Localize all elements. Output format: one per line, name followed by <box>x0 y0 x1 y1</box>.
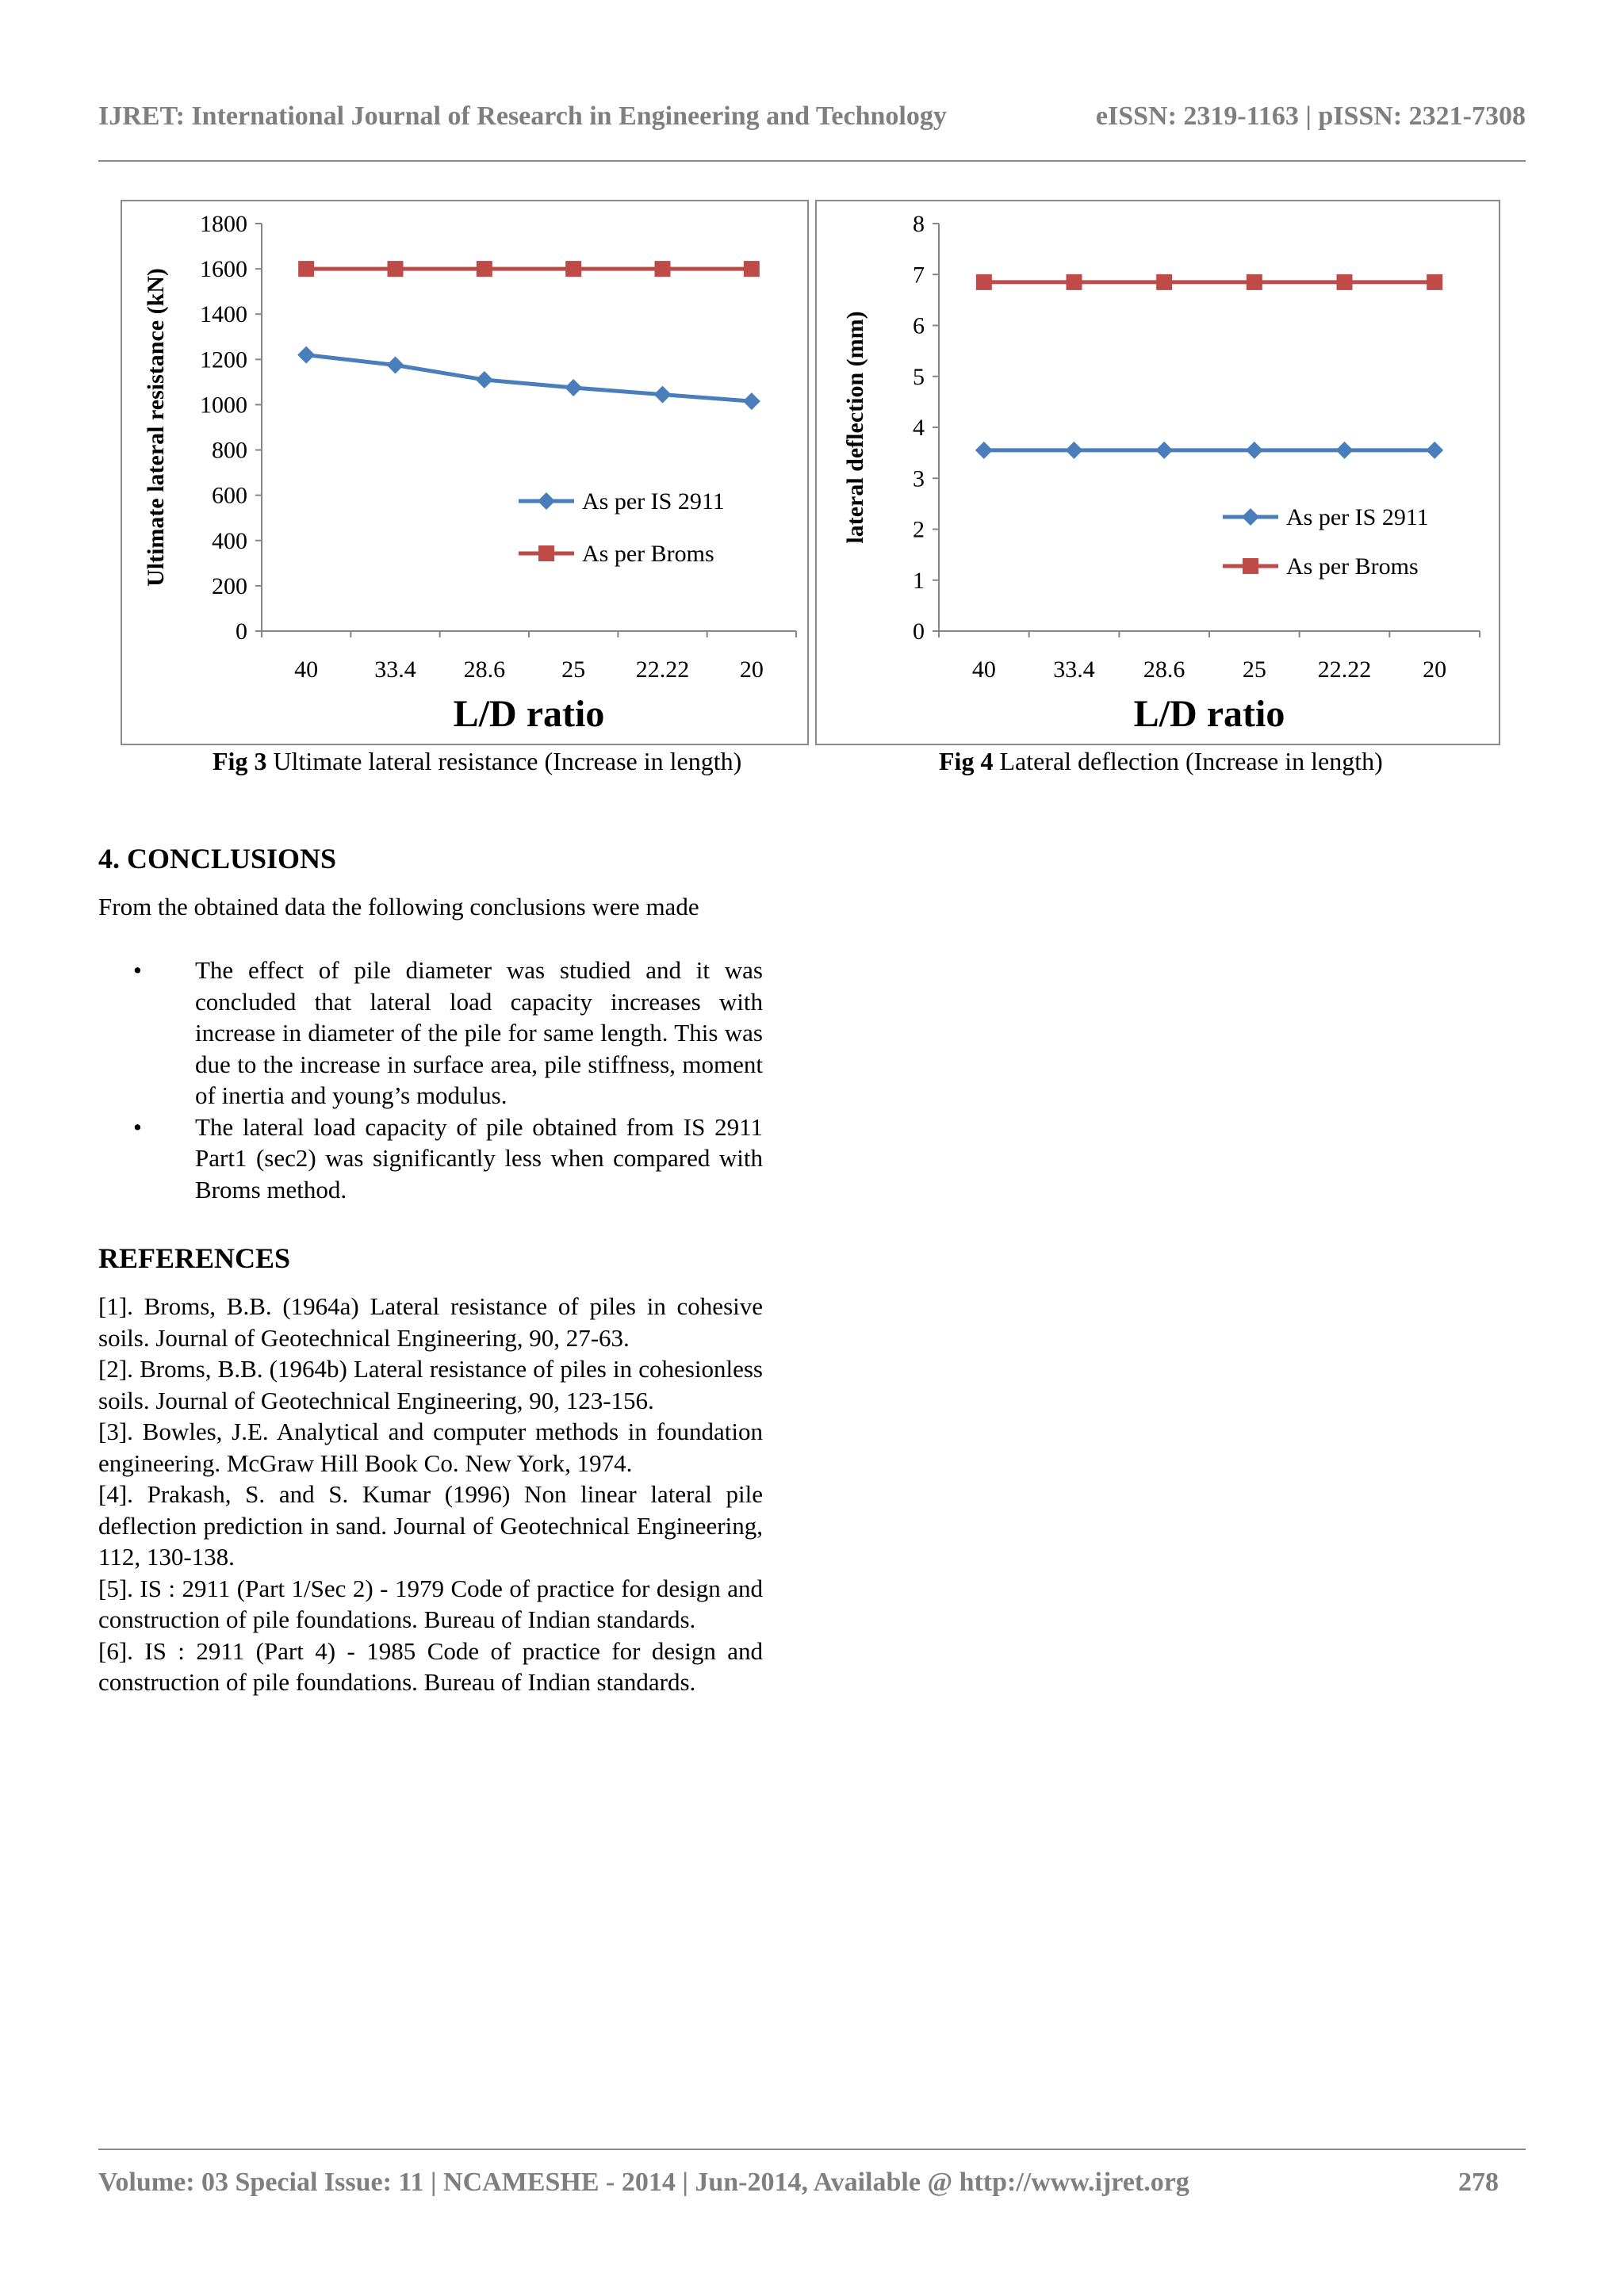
x-tick-label: 28.6 <box>1143 656 1185 683</box>
header-rule <box>98 160 1526 162</box>
issn-info: eISSN: 2319-1163 | pISSN: 2321-7308 <box>1095 101 1526 131</box>
x-tick-label: 22.22 <box>635 656 690 683</box>
volume-info: Volume: 03 Special Issue: 11 | NCAMESHE - 2014 | Jun-2014, Available @ http://www.ijret.org <box>98 2168 1189 2197</box>
series-is2911-point <box>1246 442 1263 459</box>
y-tick-label: 600 <box>212 482 247 509</box>
y-tick-label: 1 <box>913 567 925 594</box>
y-tick-label: 1600 <box>200 256 247 283</box>
x-tick-label: 28.6 <box>463 656 506 683</box>
conclusions-heading: 4. CONCLUSIONS <box>98 843 337 874</box>
y-axis-title: lateral deflection (mm) <box>842 311 868 544</box>
series-broms-point <box>1247 274 1262 290</box>
series-broms-point <box>1156 274 1172 290</box>
series-broms-point <box>1427 274 1442 290</box>
y-axis-title: Ultimate lateral resistance (kN) <box>143 268 169 587</box>
bullet-icon: • <box>133 956 142 984</box>
series-is2911-point <box>654 386 672 404</box>
y-tick-label: 3 <box>913 465 925 492</box>
fig4-chart <box>815 200 1500 745</box>
conclusion-item <box>98 955 763 1112</box>
series-broms-point <box>1067 274 1082 290</box>
fig3-caption <box>213 747 741 776</box>
references-list <box>98 1291 763 1698</box>
series-is2911-point <box>975 442 993 459</box>
reference-item: [2]. Broms, B.B. (1964b) Lateral resistance of piles in cohesionless soils. Journal of Geotechnical Engineering, 90, 123-156. <box>98 1355 763 1414</box>
fig3-label: Fig 3 <box>213 747 267 775</box>
fig3-chart <box>121 200 809 745</box>
x-tick-label: 25 <box>561 656 586 683</box>
legend-label: As per Broms <box>582 541 714 567</box>
bullet-icon: • <box>133 1112 142 1141</box>
x-tick-label: 40 <box>971 656 996 683</box>
series-broms-point <box>298 261 314 277</box>
series-is2911-point <box>387 356 404 373</box>
y-tick-label: 6 <box>913 312 925 339</box>
fig4-chart-svg <box>817 201 1499 744</box>
x-tick-label: 20 <box>739 656 764 683</box>
page-number: 278 <box>1458 2168 1499 2197</box>
conclusions-intro: From the obtained data the following conclusions were made <box>98 893 699 920</box>
series-broms-point <box>655 261 671 277</box>
legend-marker <box>538 545 554 561</box>
series-broms-point <box>1337 274 1353 290</box>
page-header <box>98 94 1526 138</box>
legend-label: As per IS 2911 <box>1286 504 1429 530</box>
y-tick-label: 0 <box>913 618 925 645</box>
series-is2911-point <box>476 371 493 388</box>
y-tick-label: 7 <box>913 262 925 289</box>
legend-marker <box>1243 558 1258 574</box>
conclusion-text: The lateral load capacity of pile obtained from IS 2911 Part1 (sec2) was significantly less when compared with Broms method. <box>195 1112 763 1203</box>
fig3-chart-svg <box>122 201 807 744</box>
conclusion-text: The effect of pile diameter was studied and it was concluded that lateral load capacity increases with increase in diameter of the pile for same length. This was due to the increase in surface area, pile stiffness, moment of inertia and young’s modulus. <box>195 956 763 1109</box>
y-tick-label: 4 <box>913 415 925 441</box>
reference-item: [3]. Bowles, J.E. Analytical and computer methods in foundation engineering. McGraw Hill Book Co. New York, 1974. <box>98 1418 763 1477</box>
x-tick-label: 40 <box>294 656 319 683</box>
reference-item: [4]. Prakash, S. and S. Kumar (1996) Non linear lateral pile deflection prediction in sand. Journal of Geotechnical Engineering, 112, 130-138. <box>98 1480 763 1571</box>
x-tick-label: 33.4 <box>1053 656 1095 683</box>
footer-rule <box>98 2149 1526 2150</box>
y-tick-label: 8 <box>913 211 925 237</box>
legend-marker <box>538 492 555 510</box>
conclusion-item <box>98 1112 763 1206</box>
series-broms-point <box>744 261 760 277</box>
reference-item: [6]. IS : 2911 (Part 4) - 1985 Code of practice for design and construction of pile foundations. Bureau of Indian standards. <box>98 1636 763 1696</box>
y-tick-label: 1200 <box>200 346 247 373</box>
series-is2911-point <box>743 392 760 410</box>
series-broms-point <box>388 261 404 277</box>
series-is2911-line <box>306 355 752 402</box>
x-tick-label: 33.4 <box>374 656 416 683</box>
x-axis-title: L/D ratio <box>1133 693 1285 735</box>
series-is2911-point <box>565 379 582 396</box>
series-is2911-point <box>1066 442 1083 459</box>
legend-label: As per IS 2911 <box>582 488 725 515</box>
reference-item: [5]. IS : 2911 (Part 1/Sec 2) - 1979 Code of practice for design and construction of pile foundations. Bureau of Indian standards. <box>98 1574 763 1633</box>
y-tick-label: 2 <box>913 516 925 543</box>
y-tick-label: 5 <box>913 363 925 390</box>
journal-title: IJRET: International Journal of Research in Engineering and Technology <box>98 101 947 131</box>
page-footer <box>98 2168 1499 2207</box>
conclusions-list <box>98 955 763 1205</box>
x-tick-label: 22.22 <box>1317 656 1372 683</box>
series-is2911-point <box>1155 442 1173 459</box>
fig4-caption-text: Lateral deflection (Increase in length) <box>993 747 1383 775</box>
y-tick-label: 1400 <box>200 301 247 328</box>
series-broms-point <box>565 261 581 277</box>
y-tick-label: 0 <box>236 618 247 645</box>
series-is2911-point <box>1336 442 1354 459</box>
y-tick-label: 200 <box>212 572 247 599</box>
y-tick-label: 800 <box>212 437 247 464</box>
legend-label: As per Broms <box>1286 553 1419 580</box>
fig4-label: Fig 4 <box>939 747 994 775</box>
series-is2911-point <box>297 346 315 364</box>
y-tick-label: 400 <box>212 527 247 554</box>
x-axis-title: L/D ratio <box>453 693 605 735</box>
series-is2911-point <box>1426 442 1443 459</box>
reference-item: [1]. Broms, B.B. (1964a) Lateral resistance of piles in cohesive soils. Journal of Geotechnical Engineering, 90, 27-63. <box>98 1292 763 1352</box>
y-tick-label: 1000 <box>200 392 247 419</box>
x-tick-label: 20 <box>1423 656 1447 683</box>
y-tick-label: 1800 <box>200 211 247 237</box>
x-tick-label: 25 <box>1242 656 1266 683</box>
legend-marker <box>1242 508 1259 526</box>
fig3-caption-text: Ultimate lateral resistance (Increase in length) <box>266 747 742 775</box>
fig4-caption <box>939 747 1383 776</box>
series-broms-point <box>976 274 992 290</box>
references-heading: REFERENCES <box>98 1242 291 1274</box>
series-broms-point <box>477 261 492 277</box>
